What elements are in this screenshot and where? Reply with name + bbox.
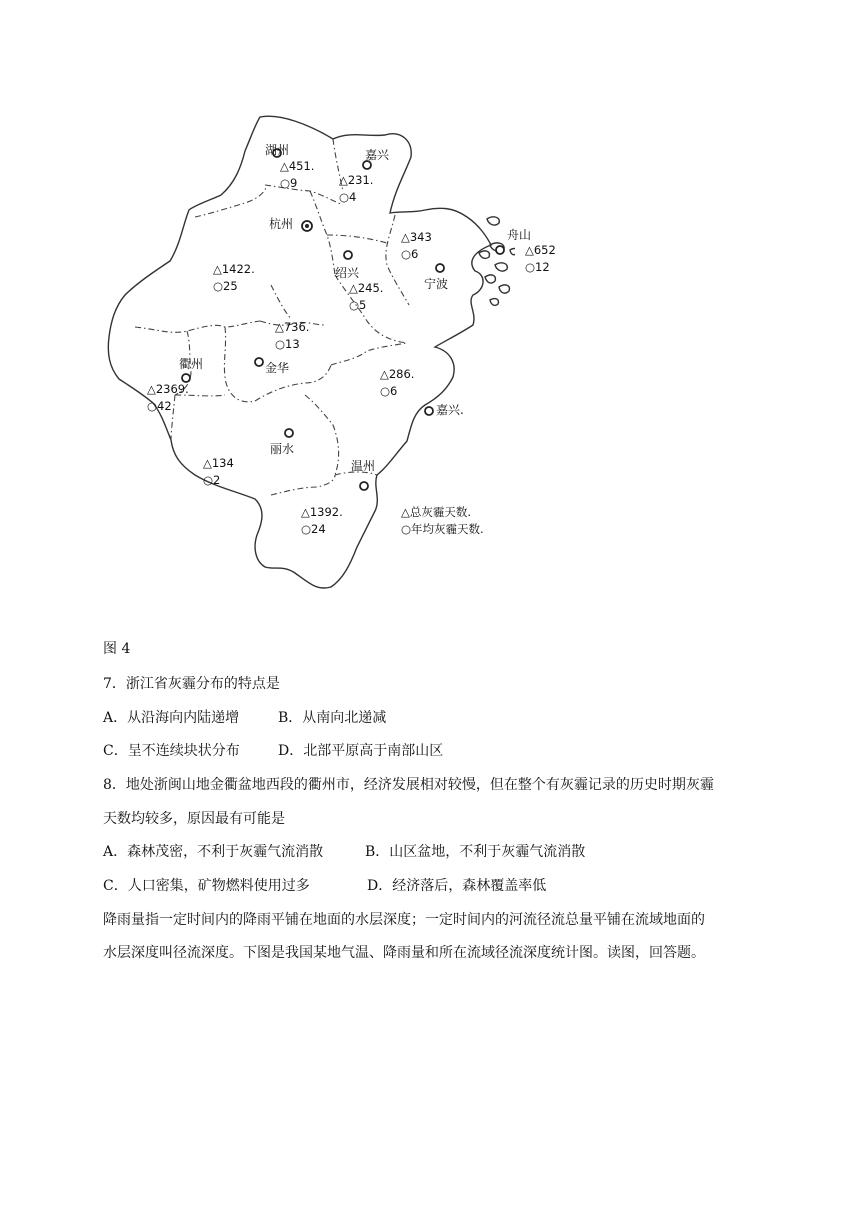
city-avg-haze: ○2 (203, 473, 221, 487)
city-avg-haze: ○42 (147, 399, 172, 413)
city-total-haze: △286. (380, 367, 415, 381)
city-label: 衢州 (179, 357, 204, 371)
city-label: 金华 (265, 361, 290, 375)
city-avg-haze: ○24 (301, 522, 326, 536)
city-total-haze: △231. (339, 173, 374, 187)
city-total-haze: △652 (525, 243, 556, 257)
city-avg-haze: ○4 (339, 190, 357, 204)
city-label: 杭州 (269, 217, 294, 231)
city-avg-haze: ○13 (275, 337, 300, 351)
city-total-haze: △736. (275, 320, 310, 334)
city-avg-haze: ○6 (380, 384, 398, 398)
q8-option-a: A．森林茂密，不利于灰霾气流消散 (103, 844, 324, 860)
city-avg-haze: ○12 (525, 260, 550, 274)
city-label: 嘉兴. (436, 403, 464, 417)
city-total-haze: △245. (349, 281, 384, 295)
city-total-haze: △451. (280, 159, 315, 173)
city-label: 丽水 (270, 442, 295, 456)
city-avg-haze: ○9 (280, 176, 298, 190)
q7-option-b: B．从南向北递减 (278, 710, 387, 726)
city-total-haze: △1422. (213, 262, 255, 276)
city-total-haze: △2369. (147, 382, 189, 396)
q7-option-d: D．北部平原高于南部山区 (278, 743, 444, 759)
q8-option-d: D．经济落后，森林覆盖率低 (367, 878, 547, 894)
legend-avg-haze: ○年均灰霾天数. (401, 522, 484, 536)
q8-option-c: C．人口密集，矿物燃料使用过多 (103, 878, 310, 894)
city-label: 舟山 (507, 228, 532, 242)
passage-line2: 水层深度叫径流深度。下图是我国某地气温、降雨量和所在流域径流深度统计图。读图，回答题。 (103, 945, 705, 961)
city-total-haze: △1392. (301, 505, 343, 519)
passage-line1: 降雨量指一定时间内的降雨平铺在地面的水层深度；一定时间内的河流径流总量平铺在流域地面的 (103, 912, 705, 928)
q7-stem: 7．浙江省灰霾分布的特点是 (103, 676, 280, 692)
city-avg-haze: ○5 (349, 298, 367, 312)
city-total-haze: △134 (203, 456, 234, 470)
city-avg-haze: ○25 (213, 279, 238, 293)
q7-option-c: C．呈不连续块状分布 (103, 743, 240, 759)
figure-caption: 图 4 (103, 641, 131, 657)
city-avg-haze: ○6 (401, 247, 419, 261)
q7-option-a: A．从沿海向内陆递增 (103, 710, 240, 726)
q8-stem-line1: 8．地处浙闽山地金衢盆地西段的衢州市，经济发展相对较慢，但在整个有灰霾记录的历史时期灰霾 (103, 777, 714, 793)
city-label: 湖州 (265, 143, 290, 157)
q8-option-b: B．山区盆地，不利于灰霾气流消散 (365, 844, 586, 860)
city-total-haze: △343 (401, 230, 432, 244)
city-label: 绍兴 (335, 266, 360, 280)
q8-stem-line2: 天数均较多，原因最有可能是 (103, 811, 285, 827)
legend-total-haze: △总灰霾天数. (401, 505, 471, 519)
city-label: 嘉兴 (365, 148, 390, 162)
city-label: 宁波 (424, 277, 449, 291)
city-label: 温州 (351, 459, 376, 473)
zhejiang-haze-map (95, 95, 556, 595)
